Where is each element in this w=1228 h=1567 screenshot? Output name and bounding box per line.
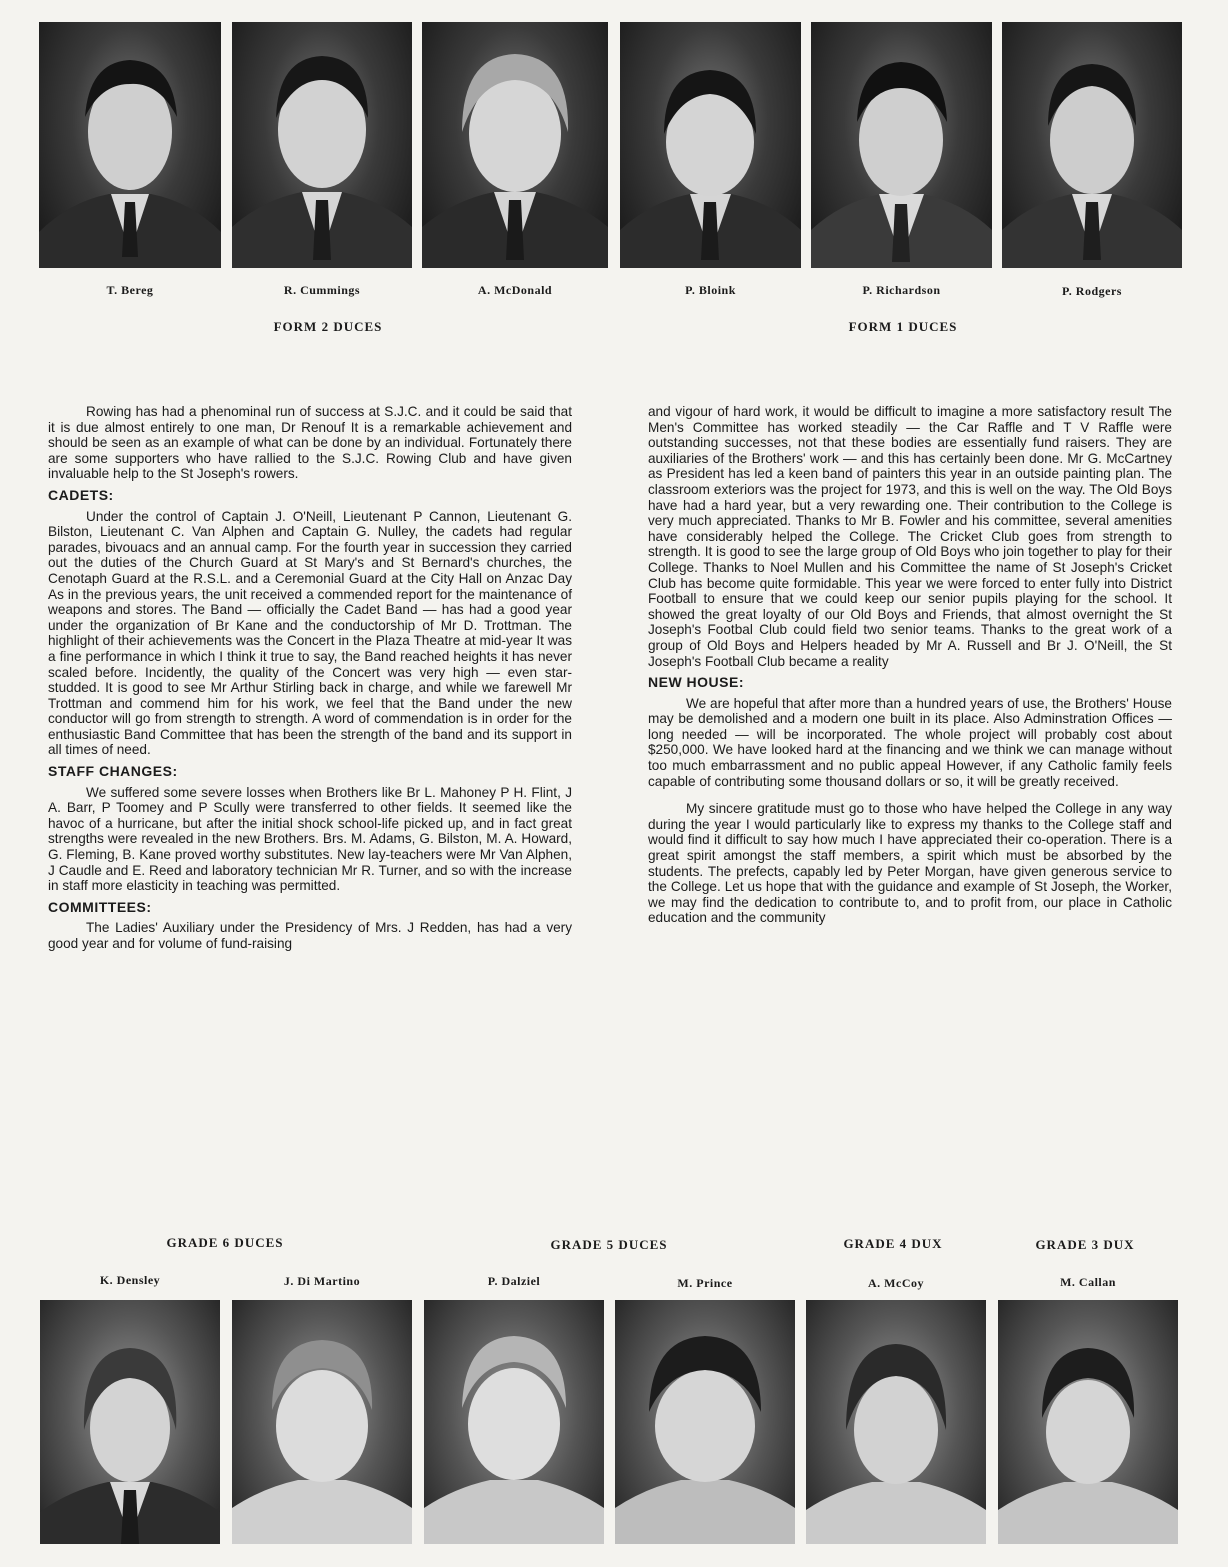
- form-2-duces-heading: FORM 2 DUCES: [273, 319, 383, 334]
- cadets-heading: CADETS:: [48, 486, 114, 503]
- rowing-paragraph: Rowing has had a phenominal run of success at S.J.C. and it could be said that it is due almost entirely to one man, Dr Renouf It is a remarkable achievement and should be seen as an example of what can be done by an individual. Fortunately there are some supporters who have rallied to the S.J.C. Rowing Club and have given invaluable help to the St Joseph's rowers.: [48, 404, 572, 482]
- portrait-m-prince: [615, 1300, 795, 1544]
- committees-paragraph: The Ladies' Auxiliary under the Presidency of Mrs. J Redden, has had a very good year and for volume of fund-raising: [48, 920, 572, 951]
- portrait-p-bloink: [620, 22, 801, 268]
- portrait-figure-icon: [422, 22, 608, 268]
- committees-continued-paragraph: and vigour of hard work, it would be difficult to imagine a more satisfactory result The Men's Committee has worked steadily — the Car Raffle and T V Raffle were outstanding successes, not that these bodies are essentially fund raisers. They are auxiliaries of the Brothers' work — and this has certainly been done. Mr G. McCartney as President has led a keen band of painters this year in an outside painting plan. The classroom exteriors was the project for 1973, and this is well on the way. The Old Boys have had a hard year, but a very rewarding one. Their contribution to the College is very much appreciated. Thanks to Mr B. Fowler and his committee, several amenities have considerably helped the College. The Cricket Club goes from strength to strength. It is good to see the large group of Old Boys who join together to play for their College. Thanks to Noel Mullen and his Committee the name of St Joseph's Cricket Club has become quite formidable. This year we were forced to enter fully into District Football to ensure that we could keep our senior pupils playing for the school. It showed the great loyalty of our Old Boys and Friends, that almost overnight the St Joseph's Footbal Club could field two senior teams. Thanks to the great work of a group of Old Boys and Helpers headed by Mr A. Russell and Br J. O'Neill, the St Joseph's Football Club became a reality: [648, 404, 1172, 669]
- grade-5-duces-heading: GRADE 5 DUCES: [550, 1237, 668, 1252]
- grade-6-duces-heading: GRADE 6 DUCES: [166, 1235, 284, 1250]
- name-caption: M. Callan: [1060, 1275, 1116, 1289]
- name-caption: T. Bereg: [106, 283, 154, 297]
- portrait-k-densley: [40, 1300, 220, 1544]
- portrait-j-di-martino: [232, 1300, 412, 1544]
- portrait-figure-icon: [811, 22, 992, 268]
- portrait-figure-icon: [615, 1300, 795, 1544]
- grade-4-dux-heading: GRADE 4 DUX: [843, 1236, 943, 1251]
- portrait-a-mcdonald: [422, 22, 608, 268]
- new-house-paragraph: We are hopeful that after more than a hundred years of use, the Brothers' House may be demolished and a modern one built in its place. Also Adminstration Offices — long needed — will be incorporated. The whole project will probably cost about $250,000. We have looked hard at the financing and we think we can manage without too much embarrassment and no public appeal However, if any Catholic family feels capable of contributing some thousand dollars or so, it will be greatly received.: [648, 695, 1172, 789]
- portrait-figure-icon: [40, 1300, 220, 1544]
- name-caption: M. Prince: [677, 1276, 733, 1290]
- name-caption: A. McCoy: [868, 1276, 924, 1290]
- name-caption: P. Bloink: [685, 283, 736, 297]
- portrait-figure-icon: [998, 1300, 1178, 1544]
- portrait-figure-icon: [1002, 22, 1182, 268]
- portrait-figure-icon: [620, 22, 801, 268]
- portrait-figure-icon: [232, 1300, 412, 1544]
- name-caption: P. Richardson: [862, 283, 941, 297]
- portrait-r-cummings: [232, 22, 412, 268]
- committees-heading: COMMITTEES:: [48, 898, 152, 915]
- name-caption: R. Cummings: [283, 283, 361, 297]
- portrait-p-richardson: [811, 22, 992, 268]
- portrait-p-dalziel: [424, 1300, 604, 1544]
- closing-paragraph: My sincere gratitude must go to those who have helped the College in any way during the year I would particularly like to express my thanks to the College staff and would find it difficult to say how much I have appreciated their co-operation. There is a great spirit amongst the staff members, a spirit which must be absorbed by the students. The prefects, capably led by Peter Morgan, have given generous service to the College. Let us hope that with the guidance and example of St Joseph, the Worker, we may find the dedication to contribute to, and to profit from, our place in Catholic education and the community: [648, 801, 1172, 926]
- portrait-figure-icon: [232, 22, 412, 268]
- article-right-column: [648, 404, 1172, 926]
- portrait-figure-icon: [39, 22, 221, 268]
- portrait-p-rodgers: [1002, 22, 1182, 268]
- name-caption: A. McDonald: [477, 283, 553, 297]
- name-caption: K. Densley: [99, 1273, 161, 1287]
- portrait-a-mccoy: [806, 1300, 986, 1544]
- form-1-duces-heading: FORM 1 DUCES: [848, 319, 958, 334]
- portrait-t-bereg: [39, 22, 221, 268]
- staff-changes-heading: STAFF CHANGES:: [48, 763, 178, 780]
- article-left-column: [48, 404, 572, 952]
- name-caption: P. Rodgers: [1062, 284, 1122, 298]
- name-caption: P. Dalziel: [487, 1274, 541, 1288]
- name-caption: J. Di Martino: [283, 1274, 361, 1288]
- grade-3-dux-heading: GRADE 3 DUX: [1035, 1237, 1135, 1252]
- portrait-m-callan: [998, 1300, 1178, 1544]
- new-house-heading: NEW HOUSE:: [648, 674, 744, 691]
- portrait-figure-icon: [424, 1300, 604, 1544]
- portrait-figure-icon: [806, 1300, 986, 1544]
- cadets-paragraph: Under the control of Captain J. O'Neill, Lieutenant P Cannon, Lieutenant G. Bilston, Lieutenant C. Van Alphen and Captain G. Nulley, the cadets had regular parades, bivouacs and an annual camp. For the fourth year in succession they carried out the duties of the Church Guard at St Mary's and St Bernard's churches, the Cenotaph Guard at the R.S.L. and a Ceremonial Guard at the City Hall on Anzac Day As in the previous years, the unit received a commended report for the maintenance of weapons and stores. The Band — officially the Cadet Band — has had a good year under the organization of Br Kane and the conductorship of Mr D. Trottman. The highlight of their achievements was the Concert in the Plaza Theatre at mid-year It was a fine performance in which I think it true to say, the Band reached heights it has never scaled before. Incidently, the quality of the Concert was very high — even star-studded. It is good to see Mr Arthur Stirling back in charge, and while we farewell Mr Trottman and commend him for his work, we feel that the Band under the new conductor will go from strength to strength. A word of commendation is in order for the enthusiastic Band Committee that has been the strength of the band and its support in all times of need.: [48, 508, 572, 758]
- staff-changes-paragraph: We suffered some severe losses when Brothers like Br L. Mahoney P H. Flint, J A. Barr, P Toomey and P Scully were transferred to other fields. It seemed like the havoc of a hurricane, but after the initial shock school-life picked up, and in fact great strengths were revealed in the new Brothers. Brs. M. Adams, G. Bilston, M. A. Howard, G. Fleming, B. Kane proved worthy substitutes. New lay-teachers were Mr Van Alphen, J Caudle and E. Reed and laboratory technician Mr R. Turner, and so with the increase in staff more elasticity in teaching was permitted.: [48, 784, 572, 894]
